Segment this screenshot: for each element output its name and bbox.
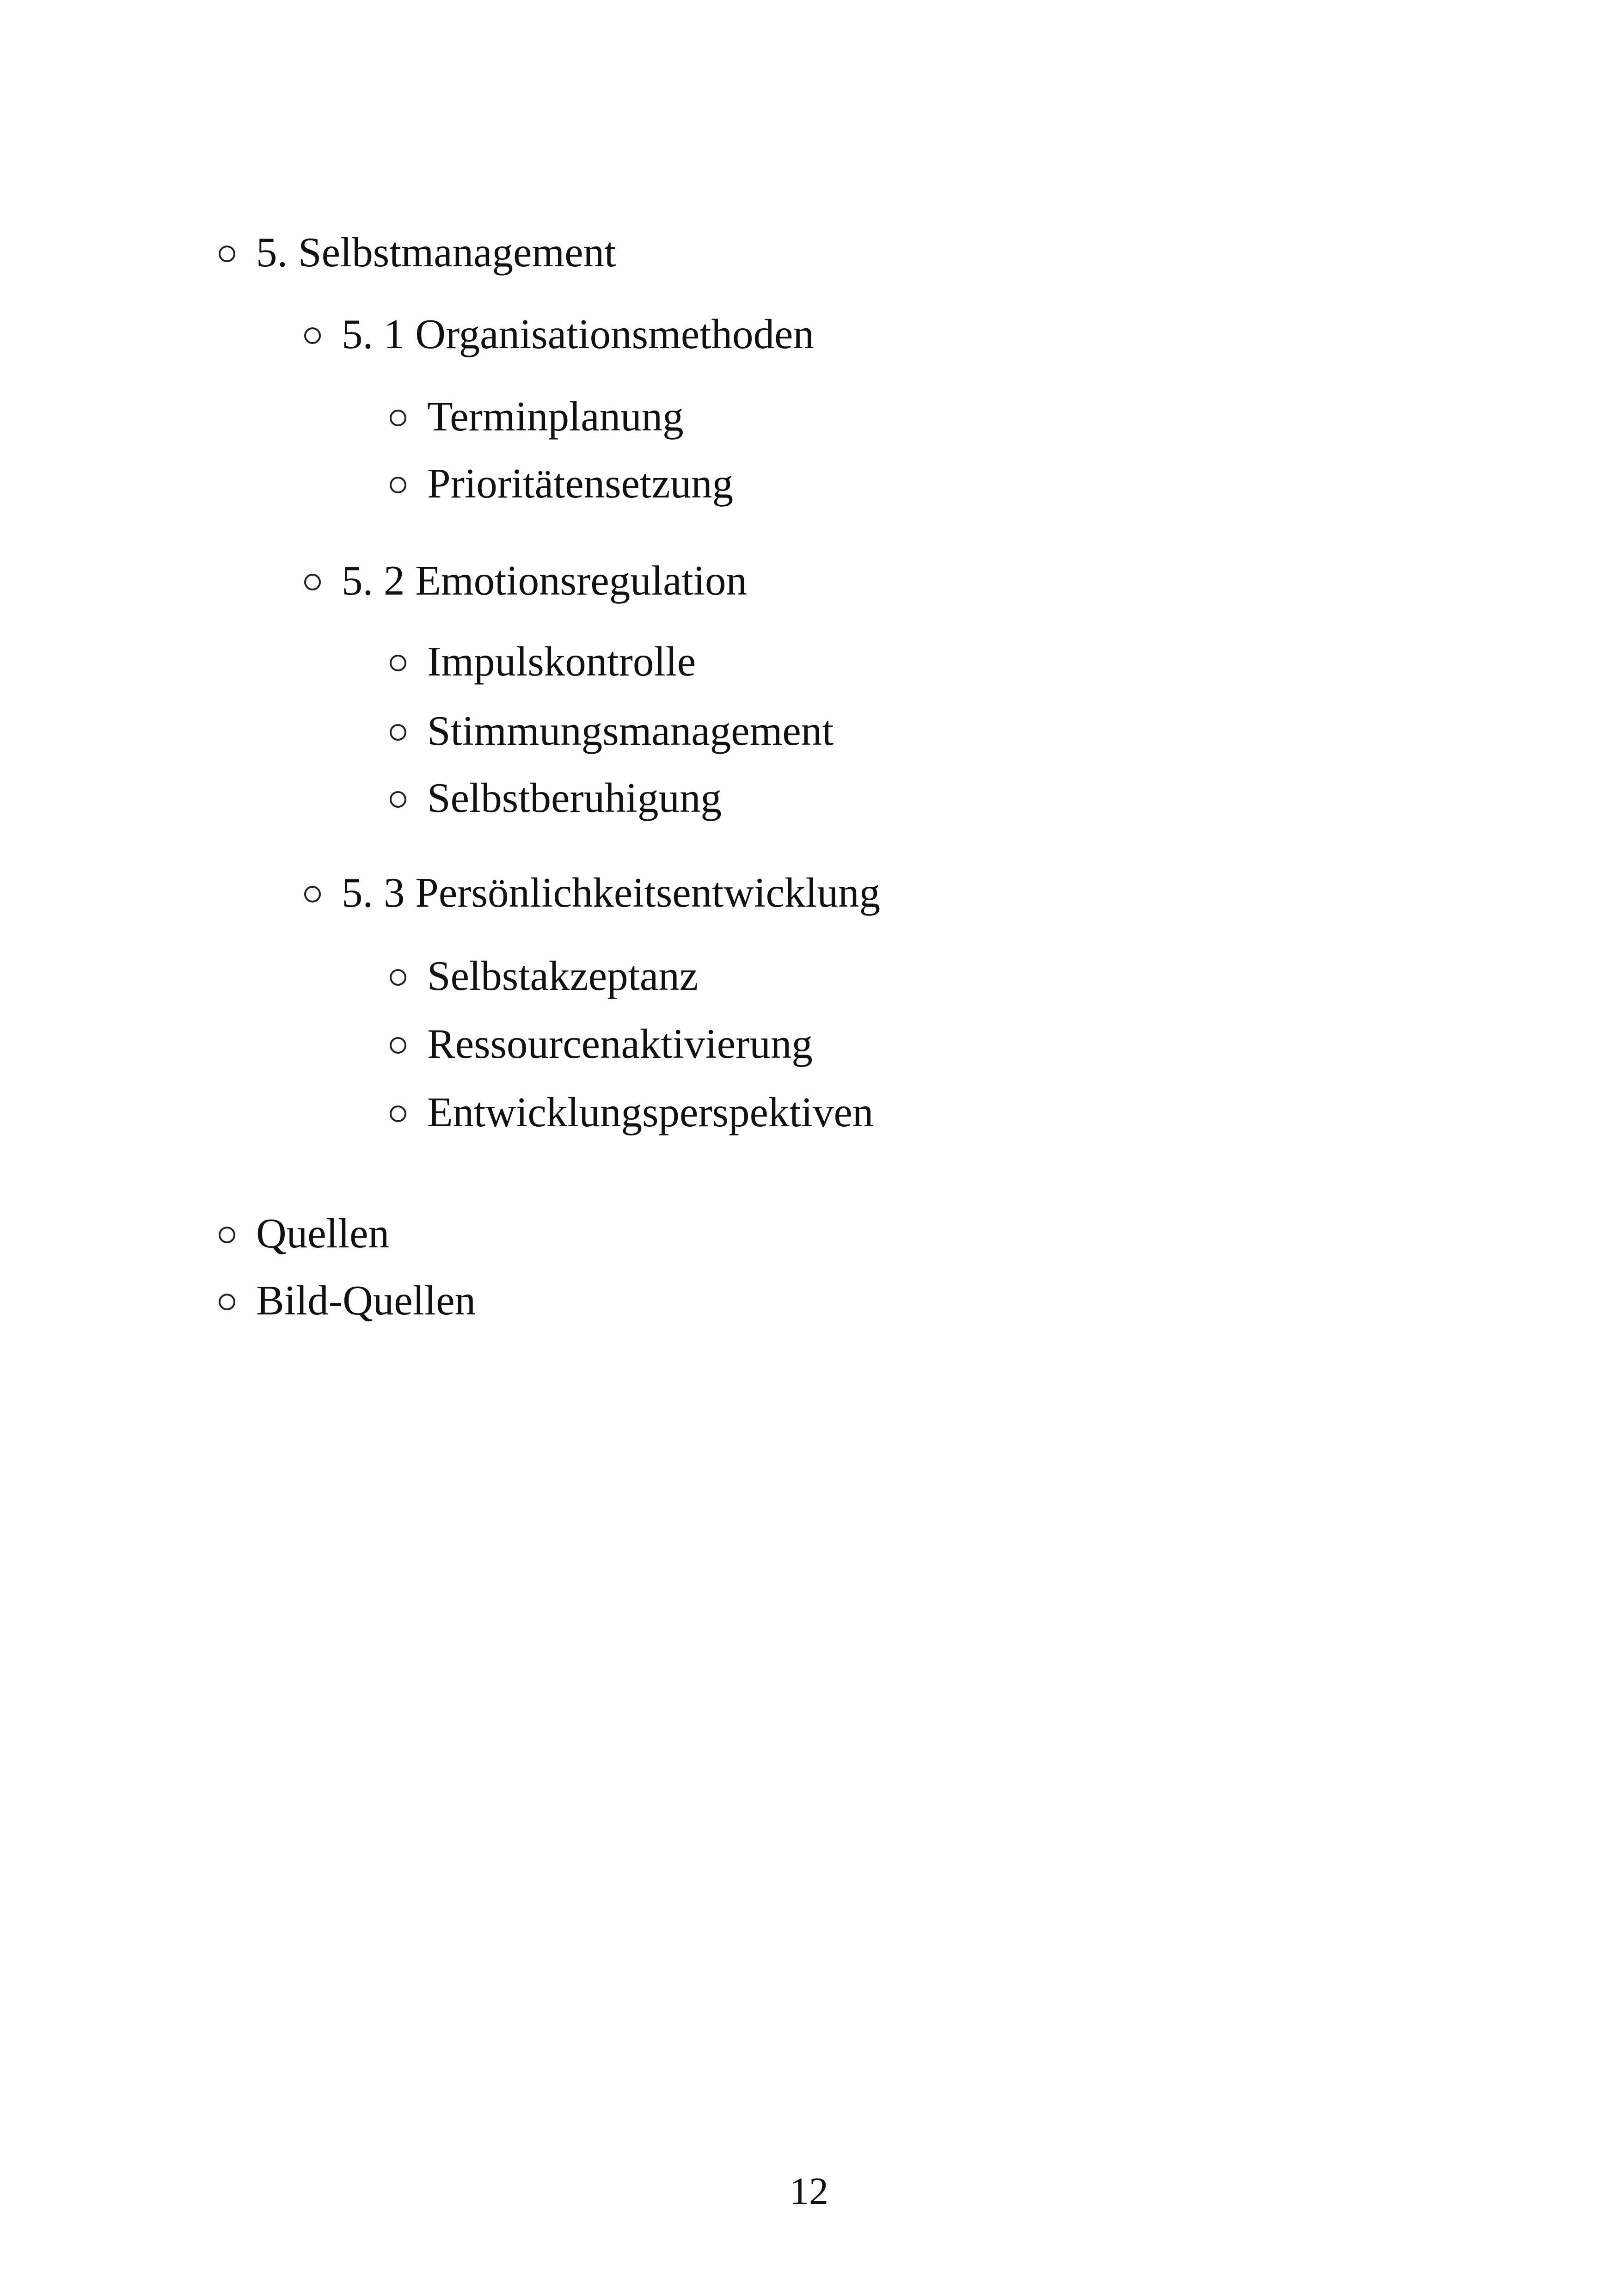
hollow-circle-icon (303, 572, 322, 592)
hollow-circle-icon (303, 326, 322, 345)
outline-item-label: Ressourcenaktivierung (427, 1020, 813, 1067)
outline-item-label: Bild-Quellen (256, 1277, 476, 1324)
outline-item-label: Impulskontrolle (427, 638, 696, 685)
outline-item-label: 5. 2 Emotionsregulation (342, 557, 748, 604)
hollow-circle-icon (388, 790, 408, 809)
hollow-circle-icon (217, 1225, 237, 1245)
hollow-circle-icon (388, 475, 408, 495)
hollow-circle-icon (388, 968, 408, 987)
outline-item-label: Selbstakzeptanz (427, 952, 699, 999)
outline-item-label: 5. Selbstmanagement (256, 229, 616, 276)
hollow-circle-icon (388, 1036, 408, 1055)
outline-item-label: Prioritätensetzung (427, 460, 734, 507)
outline-item-label: Entwicklungsperspektiven (427, 1089, 874, 1136)
outline-item-label: Terminplanung (427, 393, 684, 440)
hollow-circle-icon (217, 1292, 237, 1312)
hollow-circle-icon (388, 653, 408, 673)
outline-item-label: 5. 1 Organisationsmethoden (342, 311, 814, 357)
hollow-circle-icon (303, 884, 322, 904)
hollow-circle-icon (388, 723, 408, 742)
outline-item-label: 5. 3 Persönlichkeitsentwicklung (342, 869, 881, 916)
outline-item-label: Stimmungsmanagement (427, 707, 834, 754)
outline-item-label: Selbstberuhigung (427, 774, 722, 821)
outline-item-label: Quellen (256, 1210, 390, 1257)
page-number: 12 (790, 2170, 828, 2213)
hollow-circle-icon (388, 1104, 408, 1123)
hollow-circle-icon (217, 244, 237, 264)
hollow-circle-icon (388, 408, 408, 428)
